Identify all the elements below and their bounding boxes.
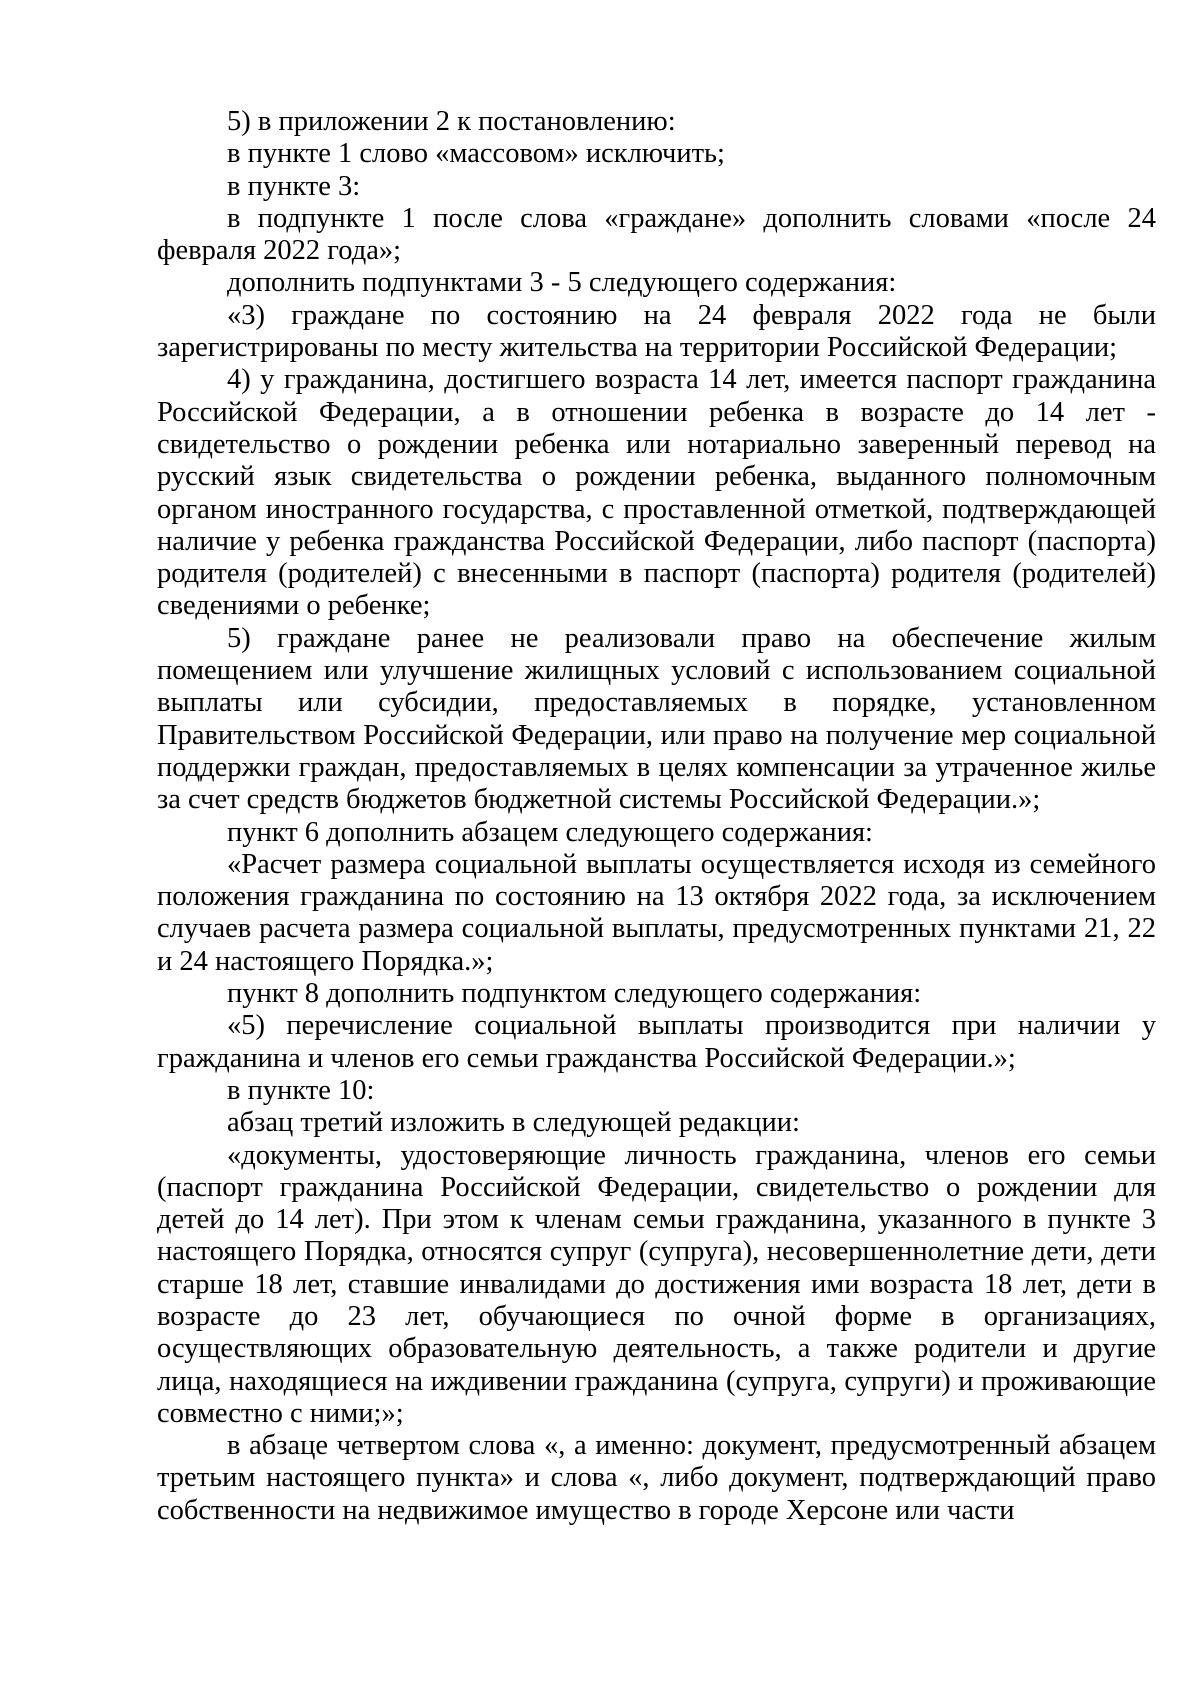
paragraph: пункт 8 дополнить подпунктом следующего содержания: [227,978,922,1010]
paragraph: пункт 6 дополнить абзацем следующего содержания: [227,816,873,848]
paragraph: «документы, удостоверяющие личность гражданина, членов его семьи (паспорт гражданина Российской Федерации, свидетельство о рождении для детей до 14 лет). При этом к членам семьи гражданина, указанного в пункте 3 настоящего Порядка, относятся супруг (супруга), несовершеннолетние дети, дети старше 18 лет, ставшие инвалидами до достижения ими возраста 18 лет, дети в возрасте до 23 лет, обучающиеся по очной форме в организациях, осуществляющих образовательную деятельность, а также родители и другие лица, находящиеся на иждивении гражданина (супруга, супруги) и проживающие совместно с ними;»; [157,1139,1156,1429]
paragraph: абзац третий изложить в следующей редакции: [227,1107,800,1139]
document-body [157,106,1156,1527]
paragraph: «5) перечисление социальной выплаты производится при наличии у гражданина и членов его семьи гражданства Российской Федерации.»; [157,1010,1156,1074]
paragraph: в подпункте 1 после слова «граждане» дополнить словами «после 24 февраля 2022 года»; [157,202,1156,267]
paragraph: в пункте 10: [227,1074,375,1106]
paragraph: дополнить подпунктами 3 - 5 следующего содержания: [227,267,897,299]
paragraph: в пункте 1 слово «массовом» исключить; [227,138,725,170]
paragraph: в абзаце четвертом слова «, а именно: документ, предусмотренный абзацем третьим настоящего пункта» и слова «, либо документ, подтверждающий право собственности на недвижимое имущество в городе Херсоне или части [157,1430,1156,1526]
paragraph: 5) в приложении 2 к постановлению: [227,106,676,137]
paragraph: 5) граждане ранее не реализовали право на обеспечение жилым помещением или улучшение жилищных условий с использованием социальной выплаты или субсидии, предоставляемых в порядке, установленном Правительством Российской Федерации, или право на получение мер социальной поддержки граждан, предоставляемых в целях компенсации за утраченное жилье за счет средств бюджетов бюджетной системы Российской Федерации.»; [157,622,1156,816]
paragraph: «Расчет размера социальной выплаты осуществляется исходя из семейного положения гражданина по состоянию на 13 октября 2022 года, за исключением случаев расчета размера социальной выплаты, предусмотренных пунктами 21, 22 и 24 настоящего Порядка.»; [157,848,1156,977]
paragraph: 4) у гражданина, достигшего возраста 14 лет, имеется паспорт гражданина Российской Федерации, а в отношении ребенка в возрасте до 14 лет - свидетельство о рождении ребенка или нотариально заверенный перевод на русский язык свидетельства о рождении ребенка, выданного полномочным органом иностранного государства, с проставленной отметкой, подтверждающей наличие у ребенка гражданства Российской Федерации, либо паспорт (паспорта) родителя (родителей) с внесенными в паспорт (паспорта) родителя (родителей) сведениями о ребенке; [157,364,1156,622]
paragraph: «3) граждане по состоянию на 24 февраля 2022 года не были зарегистрированы по месту жительства на территории Российской Федерации; [157,299,1156,364]
paragraph: в пункте 3: [227,170,361,202]
